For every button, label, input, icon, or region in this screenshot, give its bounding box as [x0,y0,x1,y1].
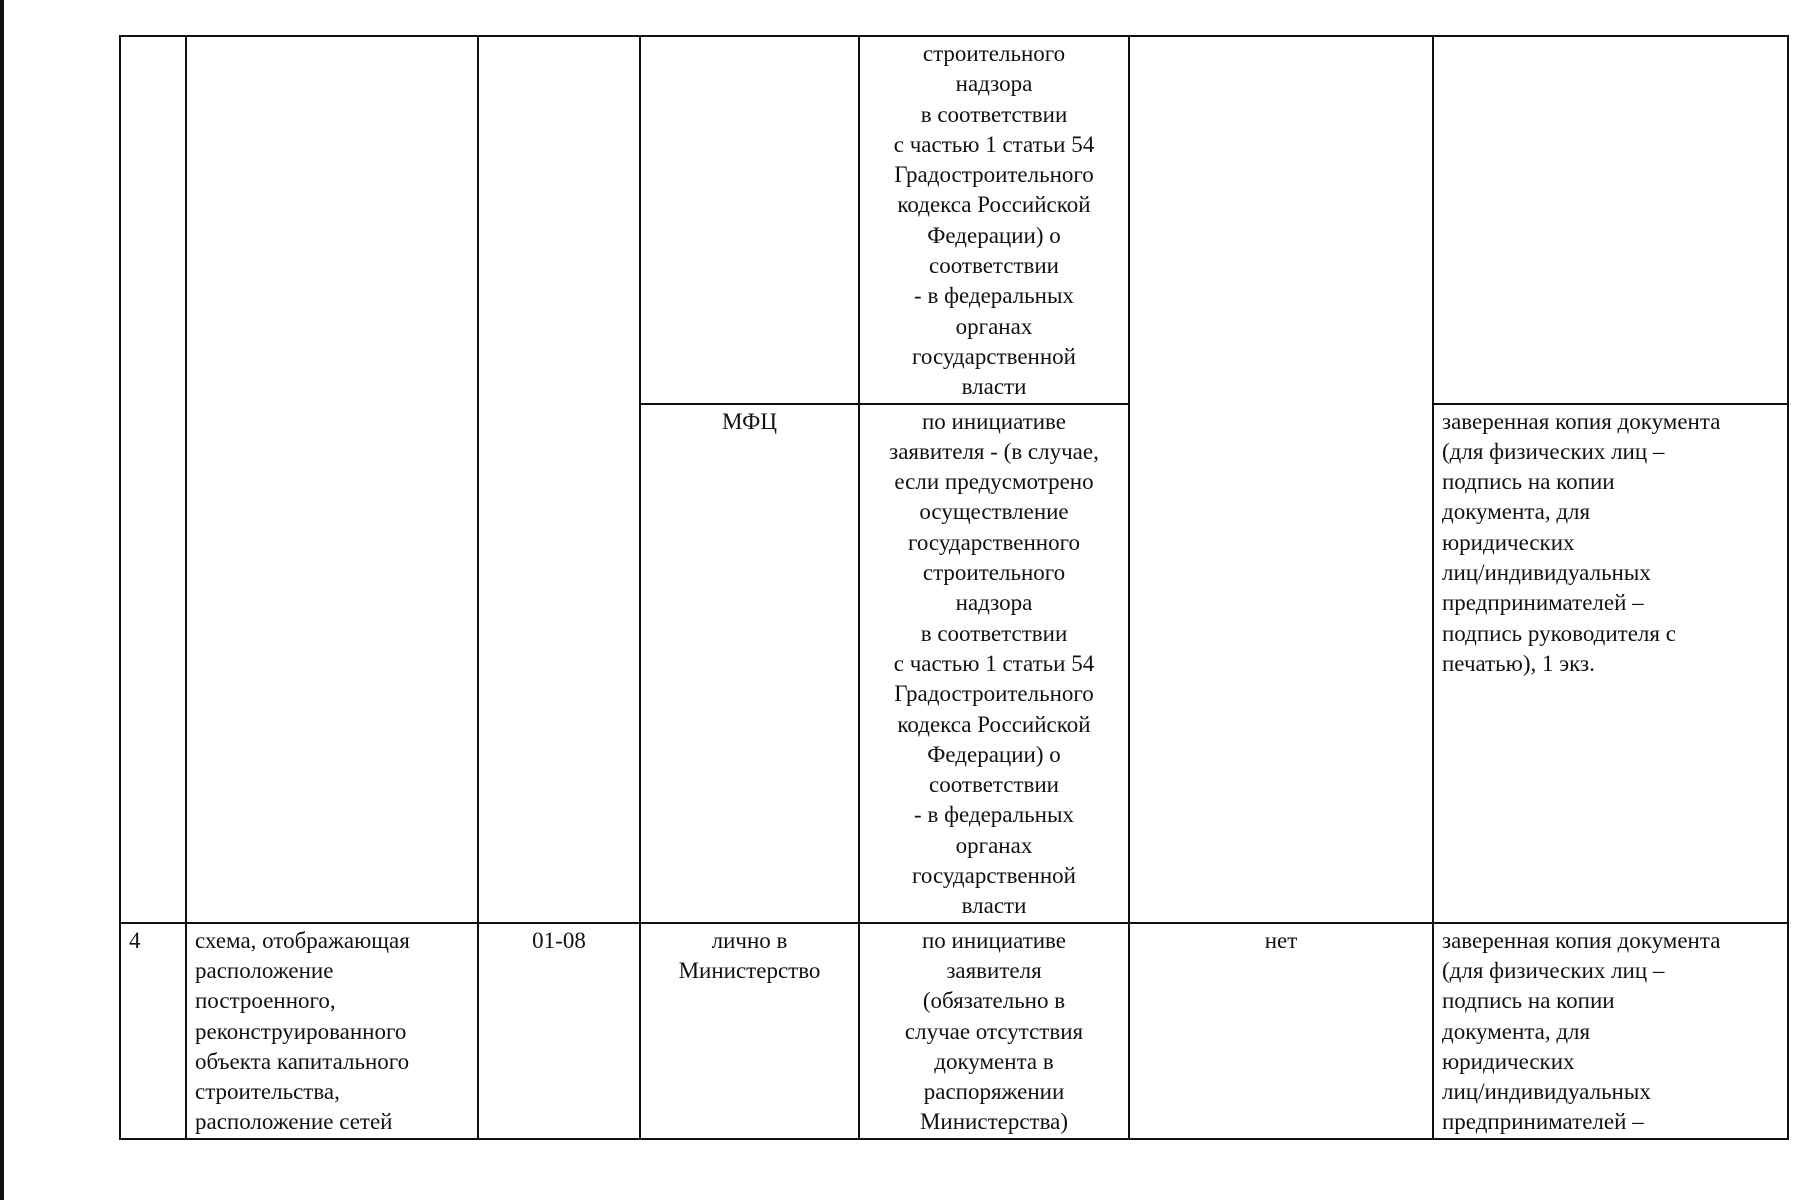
form-cell [1433,36,1788,404]
submission-cell: лично в Министерство [640,923,859,1139]
submission-cell: МФЦ [640,404,859,923]
basis-cell: строительного надзора в соответствии с частью 1 статьи 54 Градостроительного кодекса Российской Федерации) о соответствии - в федеральных органах государственной власти [859,36,1129,404]
row-number-cell: 4 [120,923,186,1139]
table-row [120,36,1788,404]
document-name-cell [186,36,478,923]
document-name-cell: схема, отображающая расположение построенного, реконструированного объекта капитального строительства, расположение сетей [186,923,478,1139]
basis-cell: по инициативе заявителя (обязательно в случае отсутствия документа в распоряжении Министерства) [859,923,1129,1139]
code-cell [478,36,640,923]
row-number-cell [120,36,186,923]
requirement-cell: нет [1129,923,1433,1139]
table-row [120,923,1788,1139]
code-cell: 01-08 [478,923,640,1139]
page-left-border [0,0,4,1200]
requirements-table [119,35,1789,1140]
form-cell: заверенная копия документа (для физических лиц – подпись на копии документа, для юридических лиц/индивидуальных предпринимателей – подпись руководителя с печатью), 1 экз. [1433,404,1788,923]
submission-cell [640,36,859,404]
requirement-cell [1129,36,1433,923]
form-cell: заверенная копия документа (для физических лиц – подпись на копии документа, для юридических лиц/индивидуальных предпринимателей – [1433,923,1788,1139]
basis-cell: по инициативе заявителя - (в случае, если предусмотрено осуществление государственного строительного надзора в соответствии с частью 1 статьи 54 Градостроительного кодекса Российской Федерации) о соответствии - в федеральных органах государственной власти [859,404,1129,923]
